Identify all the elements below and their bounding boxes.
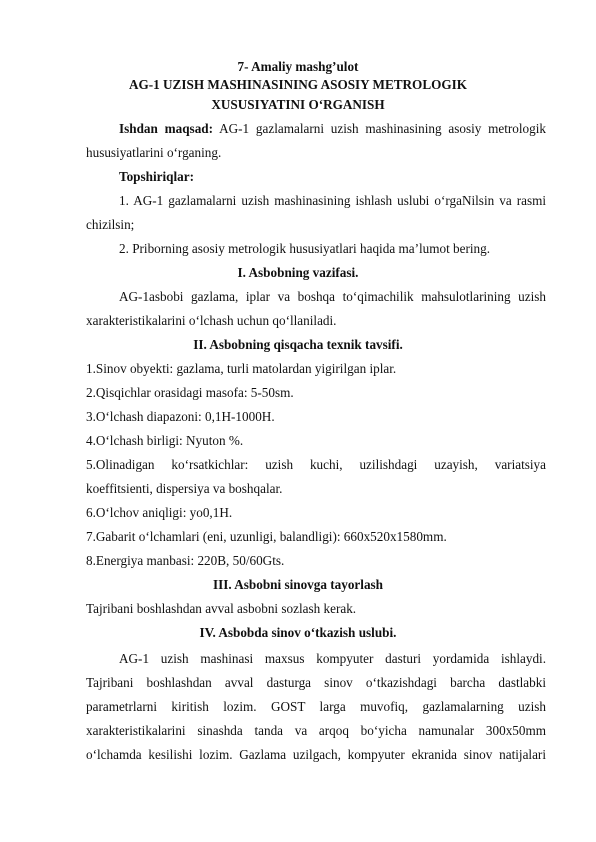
spec-item-1: 1.Sinov obyekti: gazlama, turli matolardan yigirilgan iplar. [86, 361, 397, 376]
spec-item-4: 4.O‘lchash birligi: Nyuton %. [86, 433, 244, 448]
goal-label: Ishdan maqsad: [119, 121, 214, 136]
task-1-line-1: 1. AG-1 gazlamalarni uzish mashinasining ishlash uslubi o‘rgaNilsin va rasmi [119, 193, 546, 208]
spec-item-7: 7.Gabarit o‘lchamlari (eni, uzunligi, balandligi): 660x520x1580mm. [86, 529, 447, 544]
task-1-line-2: chizilsin; [86, 217, 135, 232]
section-4-line-4: xarakteristikalarini sinashda tanda va arqoq bo‘yicha namunalar 300x50mm [86, 723, 546, 738]
section-1-line-2: xarakteristikalarini o‘lchash uchun qo‘llaniladi. [86, 313, 337, 328]
task-2: 2. Priborning asosiy metrologik hususiyatlari haqida ma’lumot bering. [119, 241, 491, 256]
spec-item-3: 3.O‘lchash diapazoni: 0,1H-1000H. [86, 409, 275, 424]
section-4-heading: IV. Asbobda sinov o‘tkazish uslubi. [199, 625, 397, 640]
doc-title-line-3: XUSUSIYATINI O‘RGANISH [211, 97, 385, 112]
goal-paragraph-line-1 [119, 121, 546, 137]
section-4-line-1: AG-1 uzish mashinasi maxsus kompyuter dasturi yordamida ishlaydi. [119, 651, 546, 666]
section-2-heading: II. Asbobning qisqacha texnik tavsifi. [193, 337, 403, 352]
section-3-text: Tajribani boshlashdan avval asbobni sozlash kerak. [86, 601, 357, 616]
spec-item-5-line-2: koeffitsienti, dispersiya va boshqalar. [86, 481, 283, 496]
section-4-line-5: o‘lchamda kesilishi lozim. Gazlama uzilgach, kompyuter ekranida sinov natijalari [86, 747, 546, 762]
goal-paragraph-line-2: hususiyatlarini o‘rganing. [86, 145, 222, 160]
spec-item-2: 2.Qisqichlar orasidagi masofa: 5-50sm. [86, 385, 294, 400]
section-4-line-3: parametrlarni kiritish lozim. GOST larga muvofiq, gazlamalarning uzish [86, 699, 546, 714]
spec-item-6: 6.O‘lchov aniqligi: yo0,1H. [86, 505, 233, 520]
section-1-line-1: AG-1asbobi gazlama, iplar va boshqa to‘qimachilik mahsulotlarining uzish [119, 289, 546, 304]
tasks-heading: Topshiriqlar: [119, 169, 194, 184]
spec-item-8: 8.Energiya manbasi: 220B, 50/60Gts. [86, 553, 285, 568]
section-1-heading: I. Asbobning vazifasi. [237, 265, 359, 280]
doc-title-line-1: 7- Amaliy mashg’ulot [237, 59, 359, 74]
section-4-line-2: Tajribani boshlashdan avval dasturga sinov o‘tkazishdagi barcha dastlabki [86, 675, 546, 690]
section-3-heading: III. Asbobni sinovga tayorlash [212, 577, 384, 592]
doc-title-line-2: AG-1 UZISH MASHINASINING ASOSIY METROLOGIK [128, 77, 468, 92]
spec-item-5-line-1: 5.Olinadigan ko‘rsatkichlar: uzish kuchi, uzilishdagi uzayish, variatsiya [86, 457, 546, 472]
goal-text-1: AG-1 gazlamalarni uzish mashinasining asosiy metrologik [219, 121, 546, 136]
